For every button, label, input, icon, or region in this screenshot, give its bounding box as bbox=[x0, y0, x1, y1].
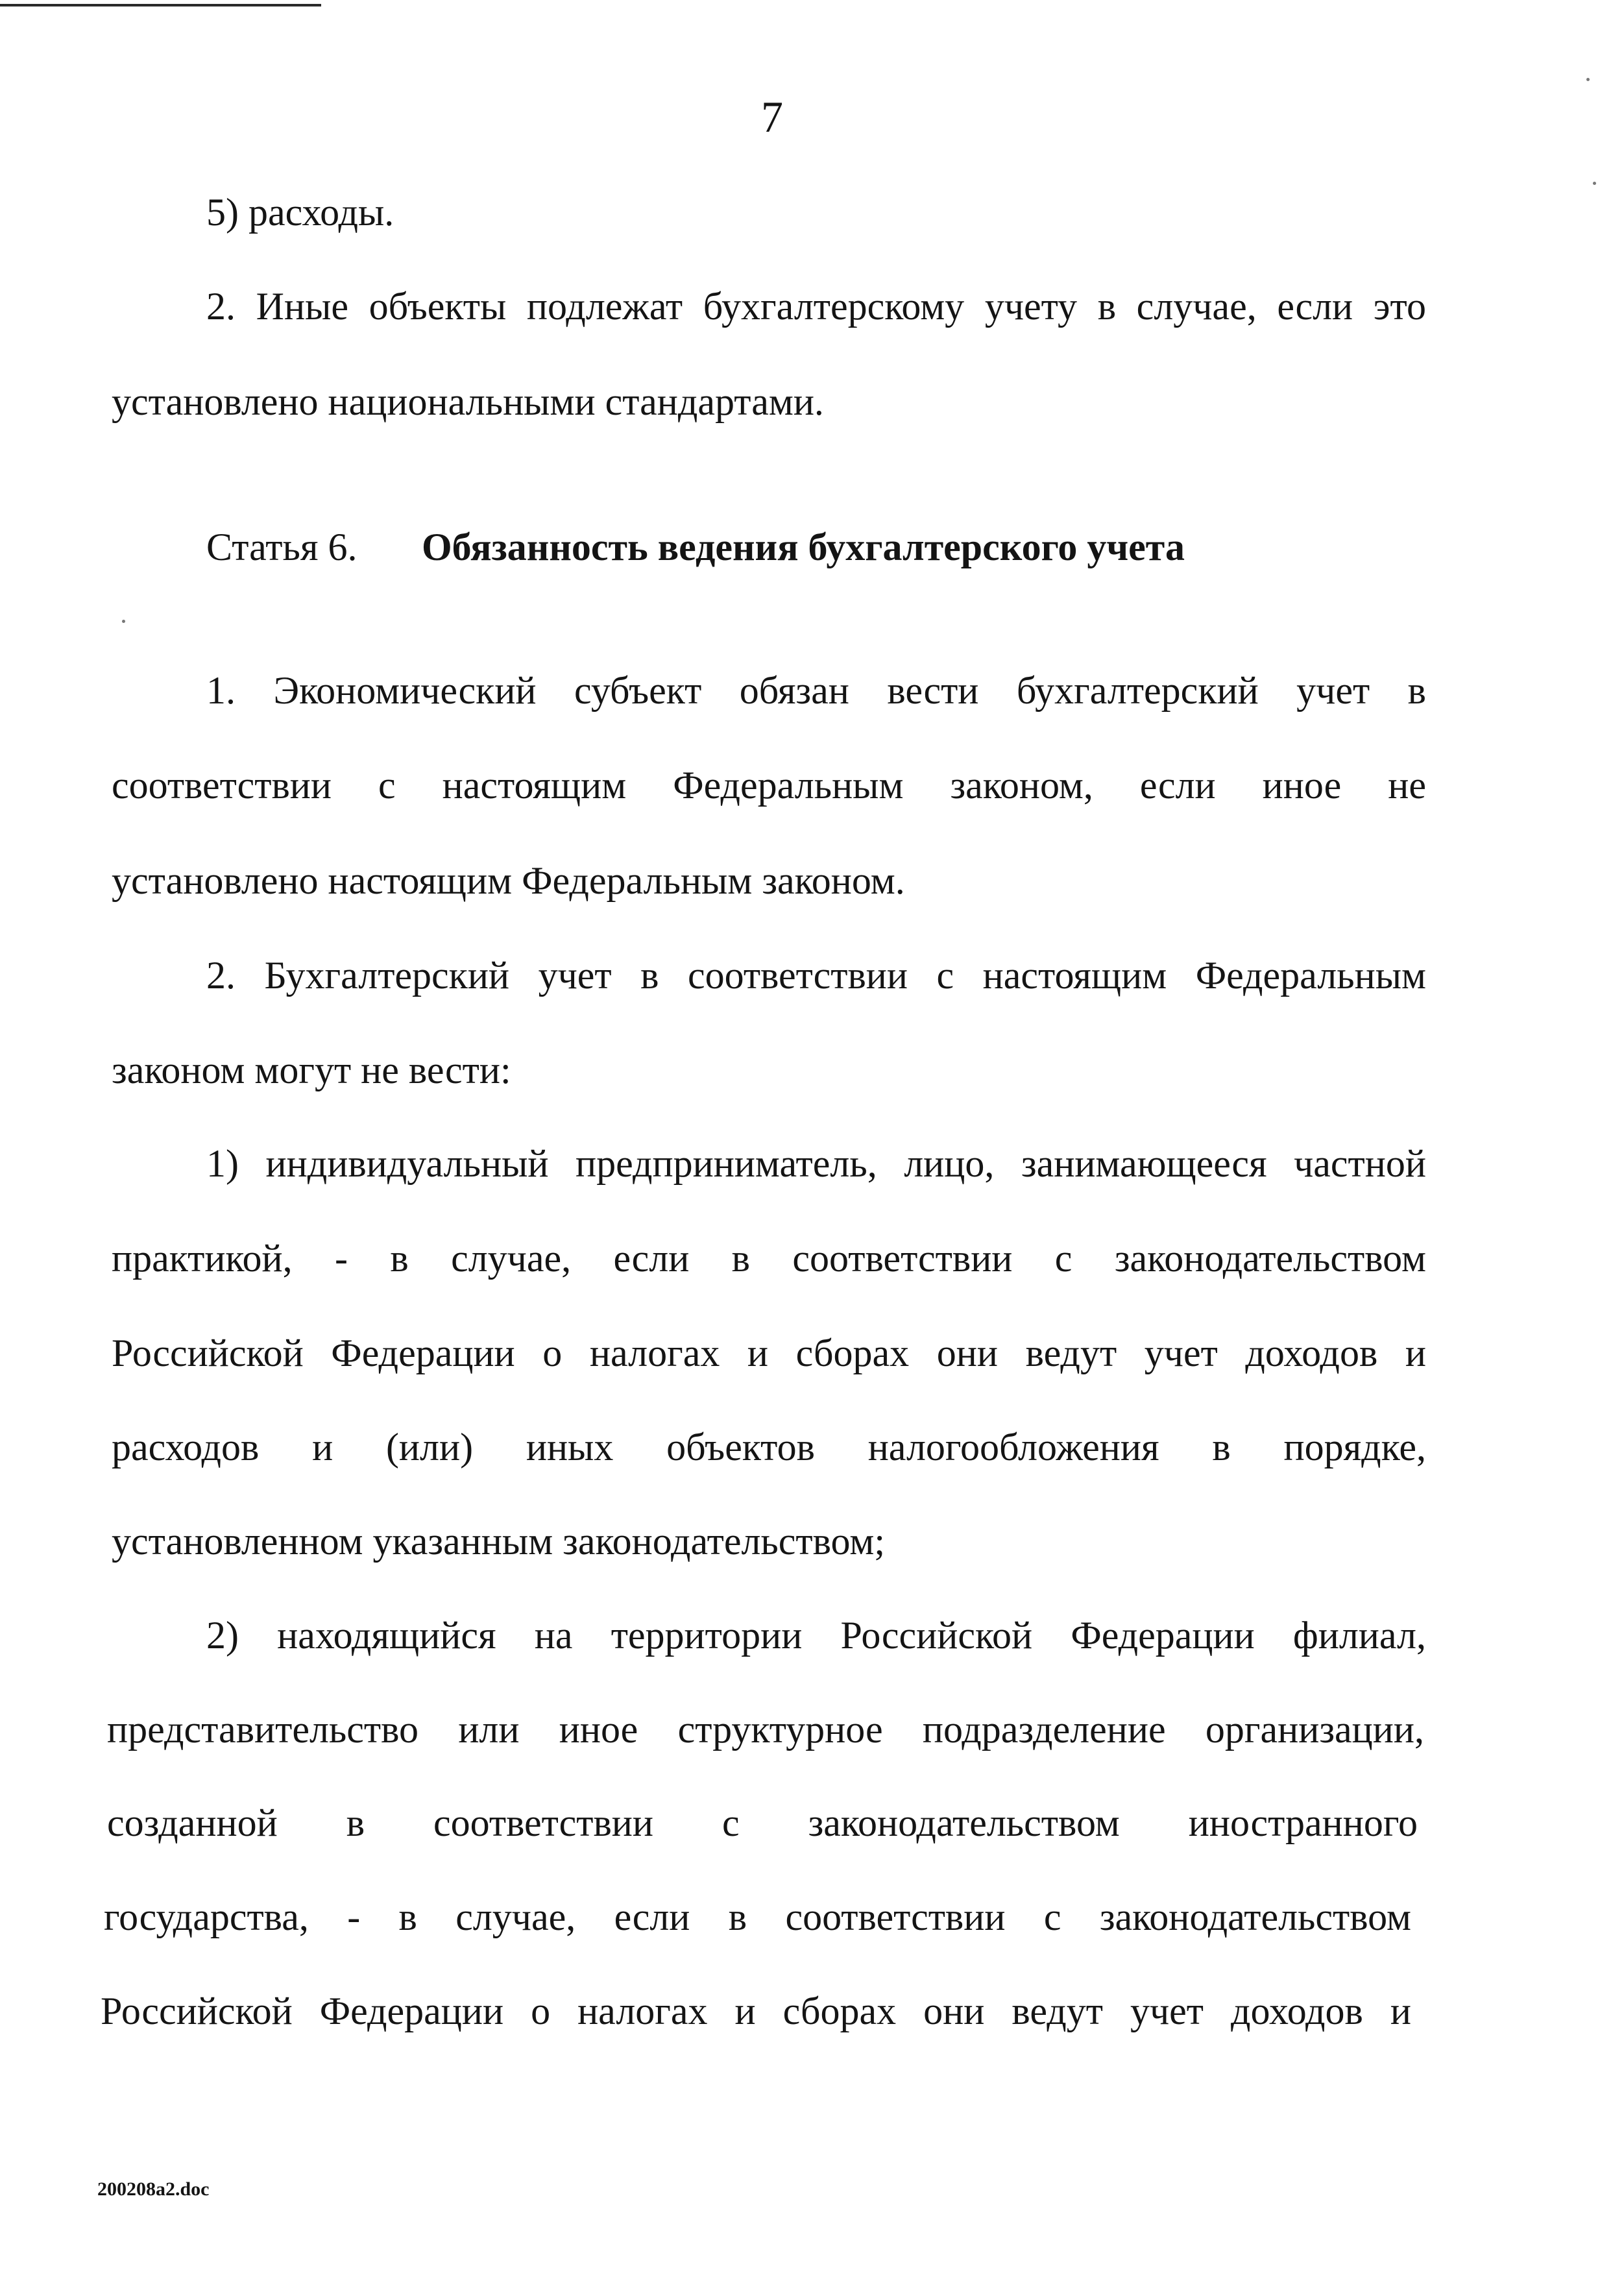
text-line-7: установлено настоящим Федеральным законом. bbox=[112, 859, 905, 902]
text-line-12: Российской Федерации о налогах и сборах они ведут учет доходов и bbox=[112, 1332, 1426, 1374]
article-label: Статья 6. bbox=[206, 526, 358, 568]
scan-speck bbox=[1586, 78, 1590, 81]
text-line-10: 1) индивидуальный предприниматель, лицо, занимающееся частной bbox=[206, 1142, 1426, 1185]
text-line-13: расходов и (или) иных объектов налогообложения в порядке, bbox=[112, 1426, 1426, 1469]
page-number: 7 bbox=[761, 92, 783, 141]
text-line-17: созданной в соответствии с законодательством иностранного bbox=[107, 1801, 1418, 1844]
text-line-3: установлено национальными стандартами. bbox=[112, 380, 824, 423]
article-title: Обязанность ведения бухгалтерского учета bbox=[422, 526, 1185, 568]
text-line-15: 2) находящийся на территории Российской Федерации филиал, bbox=[206, 1614, 1426, 1657]
text-line-2: 2. Иные объекты подлежат бухгалтерскому учету в случае, если это bbox=[206, 285, 1426, 328]
scan-speck bbox=[1593, 182, 1596, 185]
text-line-14: установленном указанным законодательством; bbox=[112, 1520, 886, 1563]
text-line-6: соответствии с настоящим Федеральным законом, если иное не bbox=[112, 764, 1426, 807]
text-line-16: представительство или иное структурное подразделение организации, bbox=[107, 1708, 1424, 1751]
text-line-18: государства, - в случае, если в соответствии с законодательством bbox=[104, 1895, 1411, 1938]
text-line-1: 5) расходы. bbox=[206, 191, 394, 234]
document-filename: 200208a2.doc bbox=[97, 2178, 210, 2200]
text-line-9: законом могут не вести: bbox=[112, 1049, 511, 1091]
scan-speck bbox=[122, 620, 125, 623]
text-line-8: 2. Бухгалтерский учет в соответствии с настоящим Федеральным bbox=[206, 954, 1426, 997]
text-line-11: практикой, - в случае, если в соответствии с законодательством bbox=[112, 1237, 1426, 1280]
text-line-19: Российской Федерации о налогах и сборах они ведут учет доходов и bbox=[101, 1990, 1411, 2032]
text-line-5: 1. Экономический субъект обязан вести бухгалтерский учет в bbox=[206, 669, 1426, 712]
top-rule bbox=[0, 4, 321, 6]
